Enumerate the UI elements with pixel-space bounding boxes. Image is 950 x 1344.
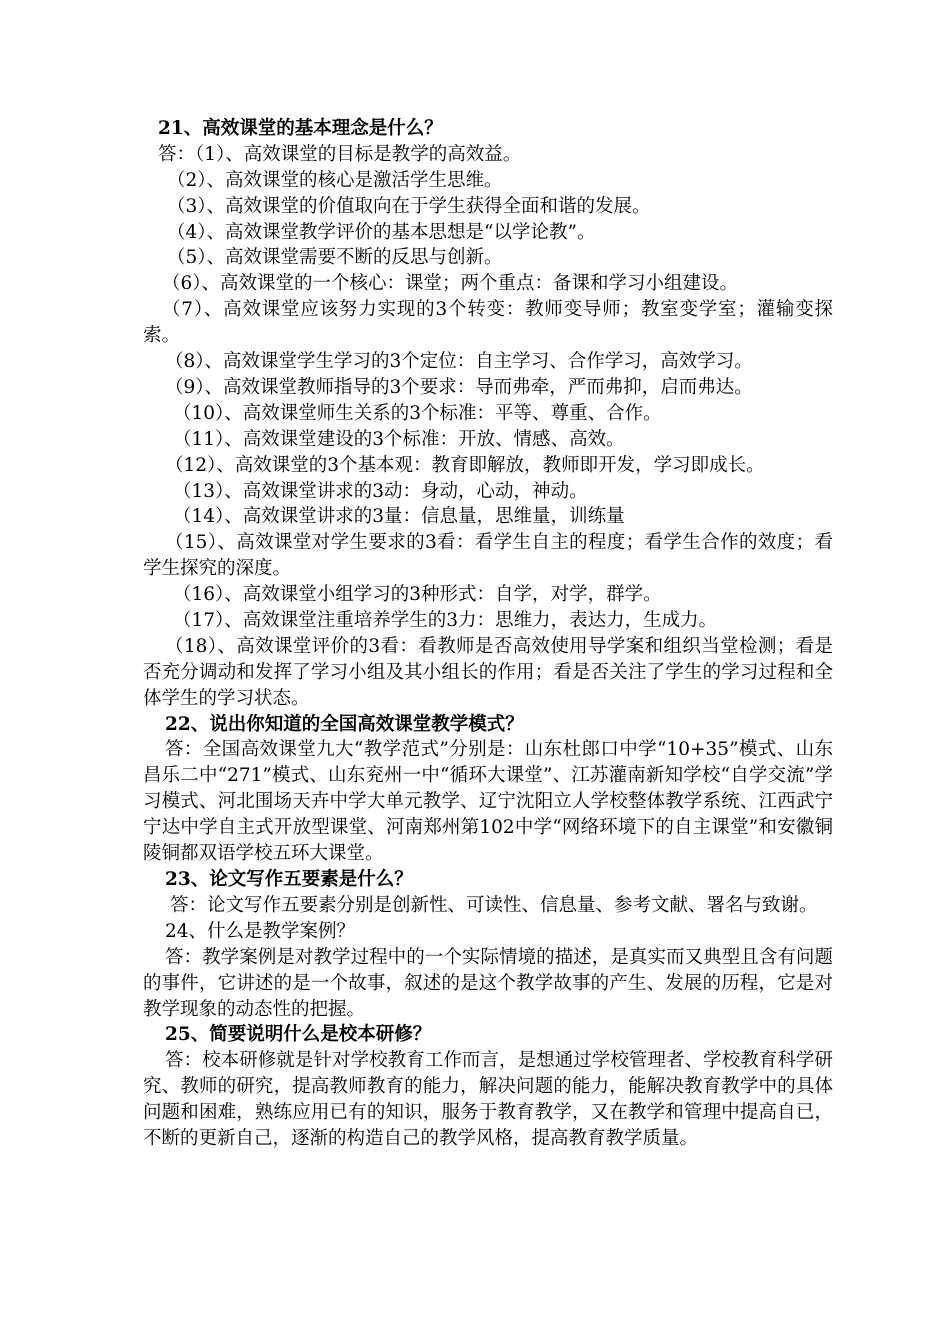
answer-item: （16）、高效课堂小组学习的3种形式：自学，对学，群学。 [173, 584, 662, 606]
question-25-title: 25、简要说明什么是校本研修？ [165, 1024, 432, 1046]
question-21-title: 21、高效课堂的基本理念是什么？ [158, 118, 443, 139]
question-25-answer: 答：校本研修就是针对学校教育工作而言，是想通过学校管理者、学校教育科学研究、教师的研究，提高教师教育的能力，解决问题的能力，能解决教育教学中的具体问题和困难，熟练应用已有的知识，服务于教育教学，又在教学和管理中提高自已，不断的更新自己，逐渐的构造自己的教学风格，提高教育教学质量。 [143, 1050, 833, 1150]
question-24-answer: 答：教学案例是对教学过程中的一个实际情境的描述，是真实而又典型且含有问题的事件，它讲述的是一个故事，叙述的是这个教学故事的产生、发展的历程，它是对教学现象的动态性的把握。 [143, 946, 833, 1020]
question-21-answer: 答：（1）、高效课堂的目标是教学的高效益。 [158, 143, 522, 165]
answer-item: （12）、高效课堂的3个基本观：教育即解放，教师即开发，学习即成长。 [165, 454, 765, 476]
answer-item: （14）、高效课堂讲求的3量：信息量，思维量，训练量 [173, 506, 625, 528]
answer-item: （17）、高效课堂注重培养学生的3力：思维力，表达力，生成力。 [173, 609, 718, 631]
document-page [143, 116, 833, 1152]
question-23-title: 23、论文写作五要素是什么？ [165, 869, 413, 891]
answer-item: （13）、高效课堂讲求的3动：身动，心动，神动。 [173, 480, 588, 502]
answer-item: （18）、高效课堂评价的3看：看教师是否高效使用导学案和组织当堂检测；看是否充分调动和发挥了学习小组及其小组长的作用；看是否关注了学生的学习过程和全体学生的学习状态。 [143, 635, 833, 709]
answer-item: （6）、高效课堂的一个核心：课堂；两个重点：备课和学习小组建设。 [162, 273, 739, 295]
answer-item: （3）、高效课堂的价值取向在于学生获得全面和谐的发展。 [167, 195, 651, 217]
question-24-title: 24、什么是教学案例？ [165, 920, 356, 942]
answer-item: （2）、高效课堂的核心是激活学生思维。 [167, 169, 503, 191]
question-22-answer: 答：全国高效课堂九大“教学范式”分别是：山东杜郎口中学“10+35”模式、山东昌乐二中“271”模式、山东兖州一中“循环大课堂”、江苏灌南新知学校“自学交流”学习模式、河北围场天卉中学大单元教学、辽宁沈阳立人学校整体教学系统、江西武宁宁达中学自主式开放型课堂、河南郑州第102中学“网络环境下的自主课堂”和安徽铜陵铜都双语学校五环大课堂。 [143, 739, 833, 865]
question-23-answer: 答：论文写作五要素分别是创新性、可读性、信息量、参考文献、署名与致谢。 [170, 894, 818, 916]
answer-item: （11）、高效课堂建设的3个标准：开放、情感、高效。 [173, 428, 625, 450]
answer-item: （4）、高效课堂教学评价的基本思想是“以学论教”。 [167, 221, 596, 243]
answer-item: （9）、高效课堂教师指导的3个要求：导而弗牵，严而弗抑，启而弗达。 [165, 376, 753, 398]
question-22-title: 22、说出你知道的全国高效课堂教学模式？ [165, 713, 524, 735]
answer-item: （7）、高效课堂应该努力实现的3个转变：教师变导师；教室变学室；灌输变探索。 [143, 299, 833, 347]
answer-item: （5）、高效课堂需要不断的反思与创新。 [167, 247, 503, 269]
answer-item: （10）、高效课堂师生关系的3个标准：平等、尊重、合作。 [173, 402, 662, 424]
answer-item: （15）、高效课堂对学生要求的3看：看学生自主的程度；看学生合作的效度；看学生探究的深度。 [143, 532, 833, 580]
answer-item: （8）、高效课堂学生学习的3个定位：自主学习、合作学习，高效学习。 [165, 351, 753, 373]
